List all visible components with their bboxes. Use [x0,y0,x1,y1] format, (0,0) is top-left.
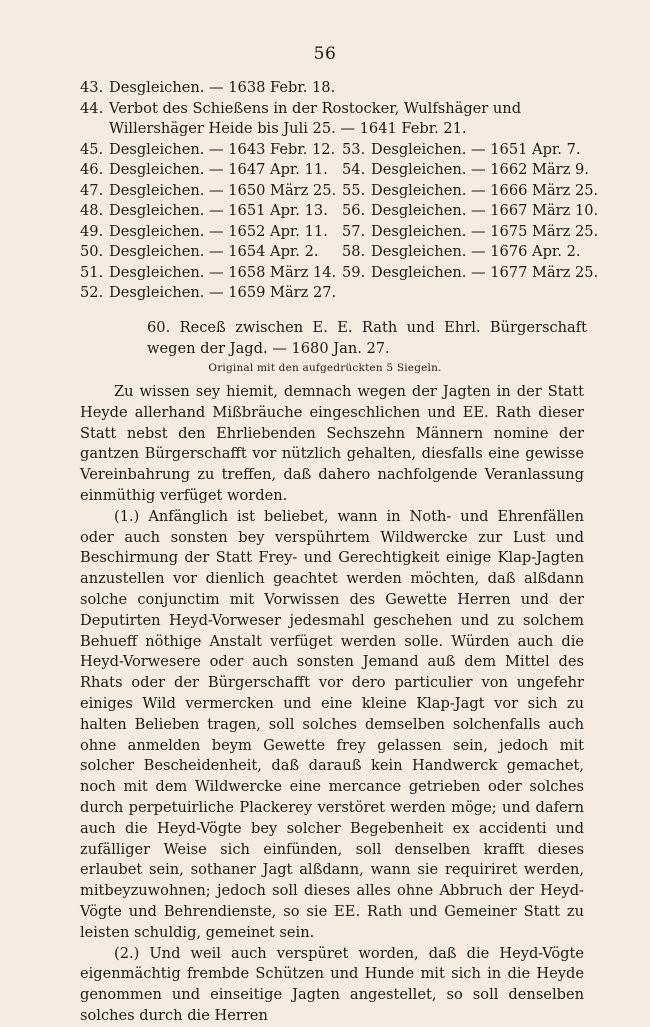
item-text: Desgleichen. — 1658 März 14. [109,263,337,281]
paragraph: Zu wissen sey hiemit, demnach wegen der Jagten in der Statt Heyde allerhand Mißbräuche eingeschlichen und EE. Rath dieser Statt nebst den Ehrliebenden Sechszehn Männern nomine der gantzen Bürgerschafft vor nützlich gehalten, diesfalls eine gewisse Vereinbahrung zu treffen, daß dahero nachfolgende Veranlassung einmüthig verfüget worden. [80,383,584,504]
item-text: Desgleichen. — 1675 März 25. [371,222,599,240]
item-number: 53. [342,140,366,158]
list-item [80,181,342,202]
item-text: Desgleichen. — 1650 März 25. [109,181,337,199]
list-item [342,222,600,243]
item-text: Desgleichen. — 1654 Apr. 2. [109,243,319,260]
item-number: 52. [80,284,104,301]
item-number: 46. [80,161,104,178]
item-text: Desgleichen. — 1677 März 25. [371,263,599,281]
item-number: 49. [80,222,104,240]
list-item [80,283,342,304]
list-item [342,181,600,202]
list-item [80,222,342,243]
item-text: Desgleichen. — 1651 Apr. 13. [109,202,328,219]
list-item [80,78,600,99]
list-item [342,160,600,181]
item-number: 47. [80,181,104,199]
list-item [342,140,600,161]
paragraph: (2.) Und weil auch verspüret worden, daß die Heyd-Vögte eigenmächtig frembde Schützen und Hunde mit sich in die Heyde genommen und einseitige Jagten angestellet, so soll denselben solches durch die Herren [80,944,584,1024]
item-text: Desgleichen. — 1651 Apr. 7. [371,140,581,158]
page-number: 56 [313,44,337,64]
item-number: 50. [80,243,104,260]
original-note: Original mit den aufgedrückten 5 Siegeln. [208,362,442,374]
item-text: Desgleichen. — 1638 Febr. 18. [109,79,336,96]
item-number: 43. [80,79,104,96]
item-text: Desgleichen. — 1652 Apr. 11. [109,222,328,240]
list-item [80,140,342,161]
item-number: 58. [342,243,366,260]
item-text: Verbot des Schießens in der Rostocker, Wulfshäger und Willershäger Heide bis Juli 25. — 1641 Febr. 21. [109,99,522,137]
list-item [342,201,600,222]
item-text: Desgleichen. — 1667 März 10. [371,202,599,219]
item-text: Desgleichen. — 1659 März 27. [109,284,337,301]
list-item [80,99,600,140]
list-item [80,160,342,181]
item-number: 55. [342,181,366,199]
paragraph: (1.) Anfänglich ist beliebet, wann in Noth- und Ehrenfällen oder auch sonsten bey verspührtem Wildwercke zur Lust und Beschirmung der Statt Frey- und Gerechtigkeit einige Klap-Jagten anzustellen vor dienlich geachtet werden möchten, daß alßdann solche conjunctim mit Vorwissen des Gewette Herren und der Deputirten Heyd-Vorweser jedesmahl geschehen und zu solchem Behueff nöthige Anstalt verfüget werden solle. Würden auch die Heyd-Vorwesere oder auch sonsten Jemand auß dem Mittel des Rhats oder der Bürgerschafft vor dero particulier von ungefehr einiges Wild vermercken und eine kleine Klap-Jagt vor sich zu halten Belieben tragen, soll solches demselben solchenfalls auch ohne anmelden beym Gewette frey gelassen sein, jedoch mit solcher Bescheidenheit, daß darauß kein Handwerck gemachet, noch mit dem Wildwercke eine mercance getrieben oder solches durch perpetuirliche Plackerey verstöret werden möge; und dafern auch die Heyd-Vögte bey solcher Begebenheit ex accidenti und zufälliger Weise sich einfünden, soll denselben krafft dieses erlaubet sein, sothaner Jagt alßdann, wann sie requiriret werden, mitbeyzuwohnen; jedoch soll dieses alles ohne Abbruch der Heyd-Vögte und Behrendienste, so sie EE. Rath und Gemeiner Statt zu leisten schuldig, gemeinet sein. [80,507,584,941]
list-item [80,242,342,263]
item-text: Desgleichen. — 1643 Febr. 12. [109,140,336,158]
two-column-list [80,140,600,304]
item-text: Desgleichen. — 1647 Apr. 11. [109,161,328,178]
item-number: 45. [80,140,104,158]
document-heading: 60. Receß zwischen E. E. Rath und Ehrl. Bürgerschaft wegen der Jagd. — 1680 Jan. 27. [147,319,587,357]
item-number: 54. [342,161,366,178]
item-text: Desgleichen. — 1662 März 9. [371,161,589,178]
list-item [342,242,600,263]
list-item [342,263,600,284]
list-item [80,263,342,284]
right-column [342,140,600,304]
left-column [80,140,342,304]
item-number: 48. [80,202,104,219]
item-number: 51. [80,263,104,281]
document-body [80,382,584,1027]
item-number: 57. [342,222,366,240]
item-number: 59. [342,263,366,281]
item-text: Desgleichen. — 1676 Apr. 2. [371,243,581,260]
entry-list [80,78,600,304]
item-number: 44. [80,99,104,117]
item-text: Desgleichen. — 1666 März 25. [371,181,599,199]
item-number: 56. [342,202,366,219]
list-item [80,201,342,222]
